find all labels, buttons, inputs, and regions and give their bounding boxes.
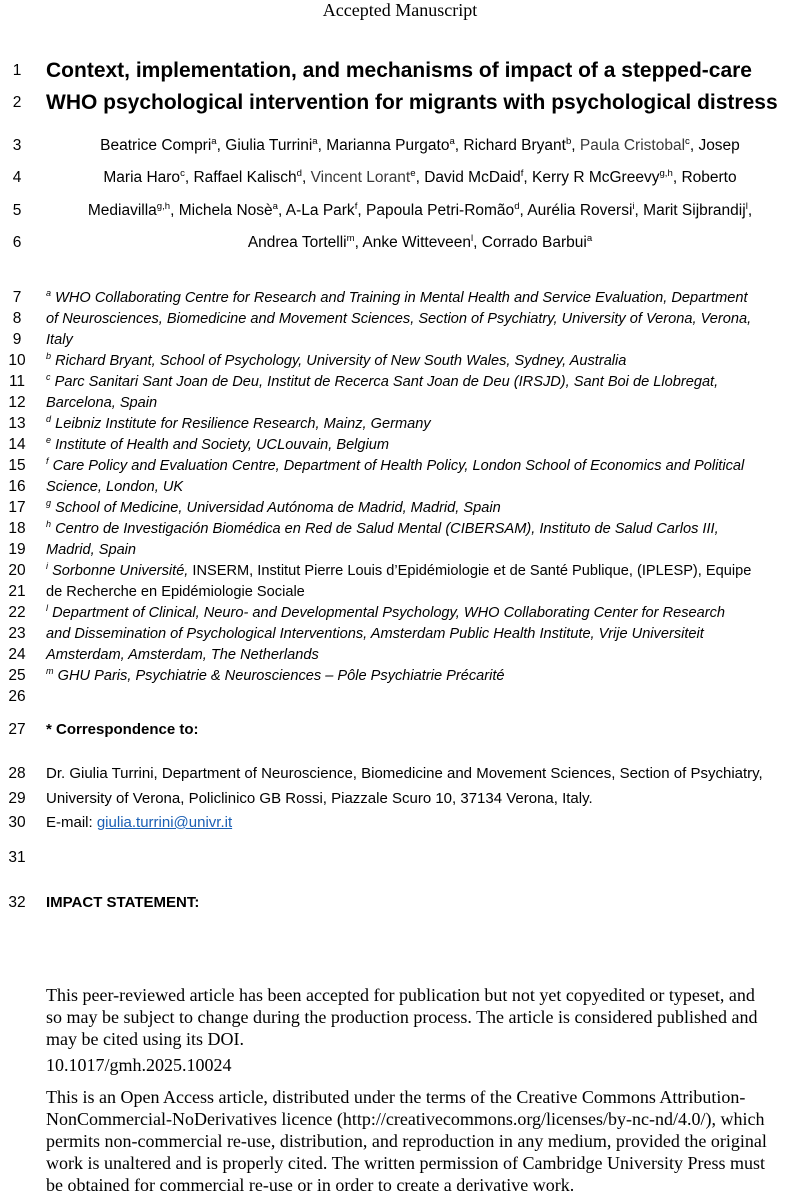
doi: 10.1017/gmh.2025.10024 [46, 1055, 232, 1075]
author-line-3: Mediavilla$^{g,h}$, Michela Nosè$^a$, A-La Park$^f$, Papoula Petri-Romão$^d$, Aurélia Roversi$^i$, Marit Sijbrandij$^l$, [87, 200, 753, 219]
affiliation-a-cont: of Neurosciences, Biomedicine and Movement Sciences, Section of Psychiatry, University of Verona, Verona, [46, 311, 752, 327]
affiliation-a-cont: Italy [46, 332, 73, 348]
line-number: 12 [8, 394, 26, 411]
correspondence-line-2: University of Verona, Policlinico GB Rossi, Piazzale Scuro 10, 37134 Verona, Italy. [46, 790, 593, 807]
line-number: 11 [8, 373, 26, 390]
line-number: 22 [8, 604, 26, 621]
affiliation-f: $^f$ Care Policy and Evaluation Centre, Department of Health Policy, London School of Economics and Political [46, 456, 745, 474]
affiliation-l: $^l$ Department of Clinical, Neuro- and Developmental Psychology, WHO Collaborating Center for Research [46, 603, 726, 621]
line-number: 32 [8, 894, 26, 911]
affiliation-c: $^c$ Parc Sanitari Sant Joan de Deu, Institut de Recerca Sant Joan de Deu (IRSJD), Sant Boi de Llobregat, [46, 372, 719, 390]
line-number: 15 [8, 457, 26, 474]
line-number: 7 [12, 289, 22, 306]
line-number: 30 [8, 814, 26, 831]
author-line-4: Andrea Tortelli$^m$, Anke Witteveen$^l$, Corrado Barbui$^a$ [247, 232, 593, 251]
line-number: 2 [12, 94, 22, 111]
line-number: 1 [12, 62, 22, 79]
line-number: 16 [8, 478, 26, 495]
affiliation-i-cont: de Recherche en Epidémiologie Sociale [46, 584, 305, 600]
affiliation-h: $^h$ Centro de Investigación Biomédica en Red de Salud Mental (CIBERSAM), Instituto de Salud Carlos III, [46, 519, 719, 537]
line-number: 10 [8, 352, 26, 369]
line-number: 3 [12, 137, 22, 154]
line-number: 19 [8, 541, 26, 558]
line-number: 27 [8, 721, 26, 738]
line-number: 24 [8, 646, 26, 663]
line-number: 31 [8, 849, 26, 866]
line-number: 20 [8, 562, 26, 579]
affiliation-e: $^e$ Institute of Health and Society, UCLouvain, Belgium [46, 435, 390, 453]
affiliation-b: $^b$ Richard Bryant, School of Psychology, University of New South Wales, Sydney, Australia [46, 351, 627, 369]
affiliation-g: $^g$ School of Medicine, Universidad Autónoma de Madrid, Madrid, Spain [46, 498, 501, 516]
author-line-1: Beatrice Compri$^a$, Giulia Turrini$^a$, Marianna Purgato$^a$, Richard Bryant$^b$, Paula Cristobal$^c$, Josep [100, 135, 740, 154]
line-number: 13 [8, 415, 26, 432]
line-number: 26 [8, 688, 26, 705]
affiliation-a: $^a$ WHO Collaborating Centre for Research and Training in Mental Health and Service Evaluation, Department [46, 288, 748, 306]
line-number: 6 [12, 234, 22, 251]
line-number: 4 [12, 169, 22, 186]
line-number: 18 [8, 520, 26, 537]
affiliation-d: $^d$ Leibniz Institute for Resilience Research, Mainz, Germany [46, 414, 431, 432]
correspondence-line-1: Dr. Giulia Turrini, Department of Neuroscience, Biomedicine and Movement Sciences, Section of Psychiatry, [46, 765, 763, 782]
line-number: 5 [12, 202, 22, 219]
line-number: 9 [12, 331, 22, 348]
affiliation-l-cont: and Dissemination of Psychological Interventions, Amsterdam Public Health Institute, Vrije Universiteit [46, 626, 704, 642]
affiliation-l-cont: Amsterdam, Amsterdam, The Netherlands [46, 647, 319, 663]
running-header: Accepted Manuscript [322, 0, 478, 20]
affiliation-m: $^m$ GHU Paris, Psychiatrie & Neurosciences – Pôle Psychiatrie Précarité [46, 666, 505, 684]
line-number: 14 [8, 436, 26, 453]
line-number: 17 [8, 499, 26, 516]
license-notice: This is an Open Access article, distributed under the terms of the Creative Commons Attribution- NonCommercial-NoDerivatives licence (http://creativecommons.org/licenses/by-nc-nd/4.0/), which permits non-commercial re-use, distribution, and reproduction in any medium, provided the original work is unaltered and is properly cited. The written permission of Cambridge University Press must be obtained for commercial re-use or in order to create a derivative work. [46, 1087, 767, 1195]
impact-statement-heading: IMPACT STATEMENT: [46, 894, 200, 911]
affiliation-i: $^i$ Sorbonne Université, INSERM, Institut Pierre Louis d’Epidémiologie et de Santé Publique, (IPLESP), Equipe [46, 561, 752, 579]
line-number: 28 [8, 765, 26, 782]
affiliation-c-cont: Barcelona, Spain [46, 395, 158, 411]
author-line-2: Maria Haro$^c$, Raffael Kalisch$^d$, Vincent Lorant$^e$, David McDaid$^f$, Kerry R McGreevy$^{g,h}$, Roberto [103, 167, 737, 186]
accepted-notice: This peer-reviewed article has been accepted for publication but not yet copyedited or typeset, and so may be subject to change during the production process. The article is considered published and may be cited using its DOI. [46, 985, 758, 1049]
line-number: 8 [12, 310, 22, 327]
correspondence-heading: * Correspondence to: [46, 721, 199, 738]
affiliation-f-cont: Science, London, UK [46, 479, 184, 495]
line-number: 23 [8, 625, 26, 642]
paper-title-line-1: Context, implementation, and mechanisms of impact of a stepped-care [46, 59, 752, 82]
paper-title-line-2: WHO psychological intervention for migrants with psychological distress [46, 91, 778, 114]
email-link[interactable]: giulia.turrini@univr.it [96, 814, 233, 831]
line-number: 29 [8, 790, 26, 807]
line-number: 21 [8, 583, 26, 600]
line-number: 25 [8, 667, 26, 684]
affiliation-h-cont: Madrid, Spain [46, 542, 137, 558]
correspondence-email: E-mail: giulia.turrini@univr.it [46, 814, 233, 831]
